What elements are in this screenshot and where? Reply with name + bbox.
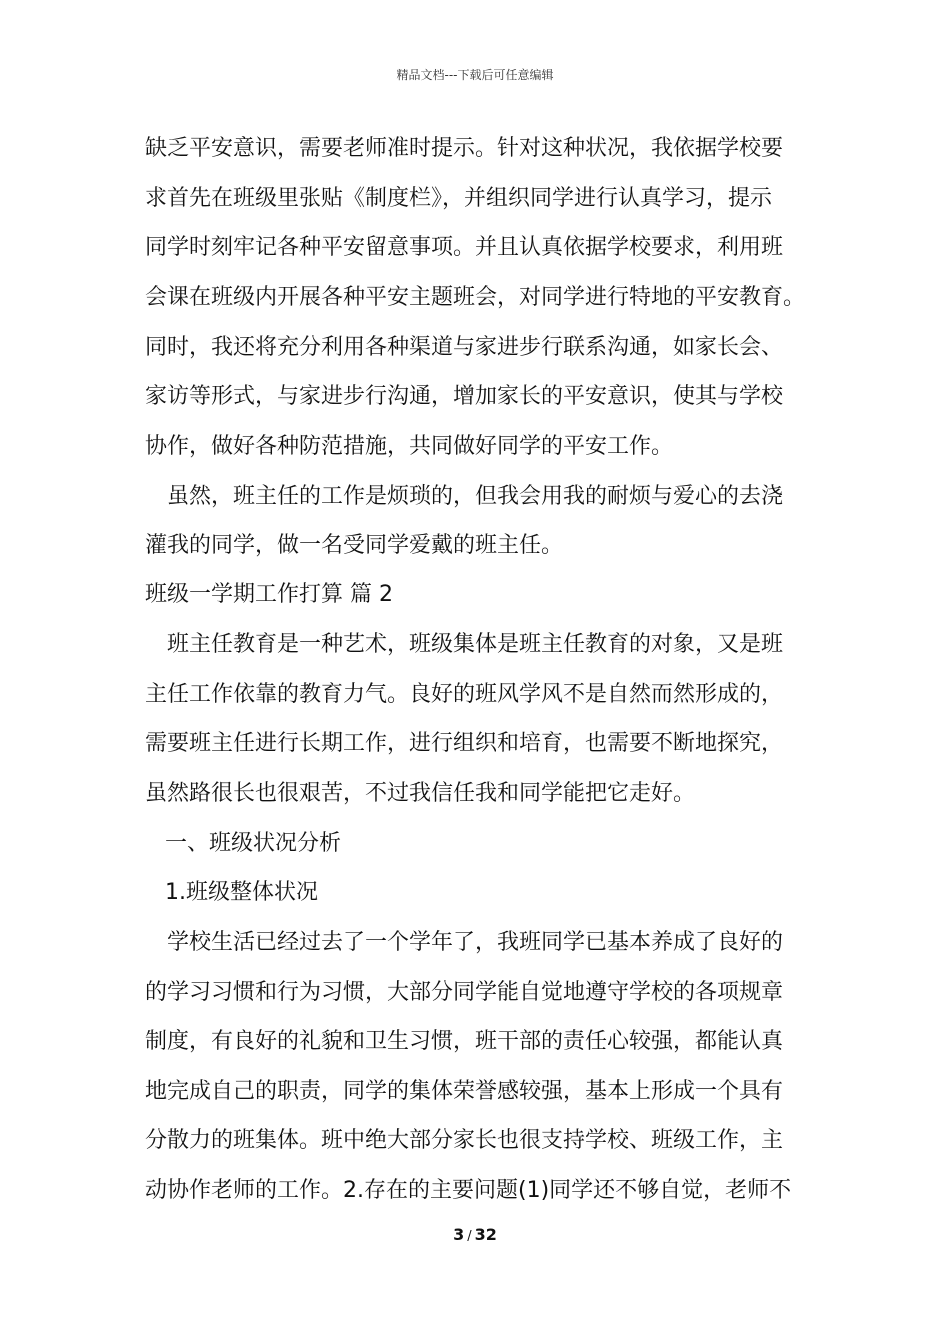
current-page: 3 <box>453 1225 465 1244</box>
body-line: 灌我的同学，做一名受同学爱戴的班主任。 <box>145 533 564 558</box>
body-line: 学校生活已经过去了一个学年了，我班同学已基本养成了良好的 <box>167 930 784 955</box>
body-line: 协作，做好各种防范措施，共同做好同学的平安工作。 <box>145 434 674 459</box>
subheading: 一、班级状况分析 <box>165 831 342 856</box>
total-pages: 32 <box>474 1225 497 1244</box>
body-line: 同时，我还将充分利用各种渠道与家进步行联系沟通，如家长会、 <box>145 335 784 360</box>
body-line: 分散力的班集体。班中绝大部分家长也很支持学校、班级工作，主 <box>145 1128 784 1153</box>
body-line: 虽然路很长也很艰苦，不过我信任我和同学能把它走好。 <box>145 781 696 806</box>
body-line: 班主任教育是一种艺术，班级集体是班主任教育的对象，又是班 <box>167 632 784 657</box>
body-line: 需要班主任进行长期工作，进行组织和培育，也需要不断地探究， <box>145 731 784 756</box>
body-line: 地完成自己的职责，同学的集体荣誉感较强，基本上形成一个具有 <box>145 1079 784 1104</box>
page-separator: / <box>467 1229 472 1244</box>
subheading: 1.班级整体状况 <box>165 880 318 905</box>
body-line: 家访等形式，与家进步行沟通，增加家长的平安意识，使其与学校 <box>145 384 784 409</box>
body-line: 会课在班级内开展各种平安主题班会，对同学进行特地的平安教育。 <box>145 285 806 310</box>
body-line: 缺乏平安意识，需要老师准时提示。针对这种状况，我依据学校要 <box>145 136 784 161</box>
body-line: 虽然，班主任的工作是烦琐的，但我会用我的耐烦与爱心的去浇 <box>167 484 784 509</box>
body-line: 的学习习惯和行为习惯，大部分同学能自觉地遵守学校的各项规章 <box>145 980 784 1005</box>
page-number <box>0 1225 950 1244</box>
document-header: 精品文档---下载后可任意编辑 <box>396 68 554 82</box>
body-line: 制度，有良好的礼貌和卫生习惯，班干部的责任心较强，都能认真 <box>145 1029 784 1054</box>
body-line: 动协作老师的工作。2.存在的主要问题(1)同学还不够自觉，老师不 <box>145 1178 792 1203</box>
body-line: 同学时刻牢记各种平安留意事项。并且认真依据学校要求，利用班 <box>145 235 784 260</box>
body-line: 求首先在班级里张贴《制度栏》，并组织同学进行认真学习，提示 <box>145 186 773 211</box>
body-line: 主任工作依靠的教育力气。良好的班风学风不是自然而然形成的， <box>145 682 784 707</box>
section-heading: 班级一学期工作打算 篇 2 <box>145 582 393 607</box>
